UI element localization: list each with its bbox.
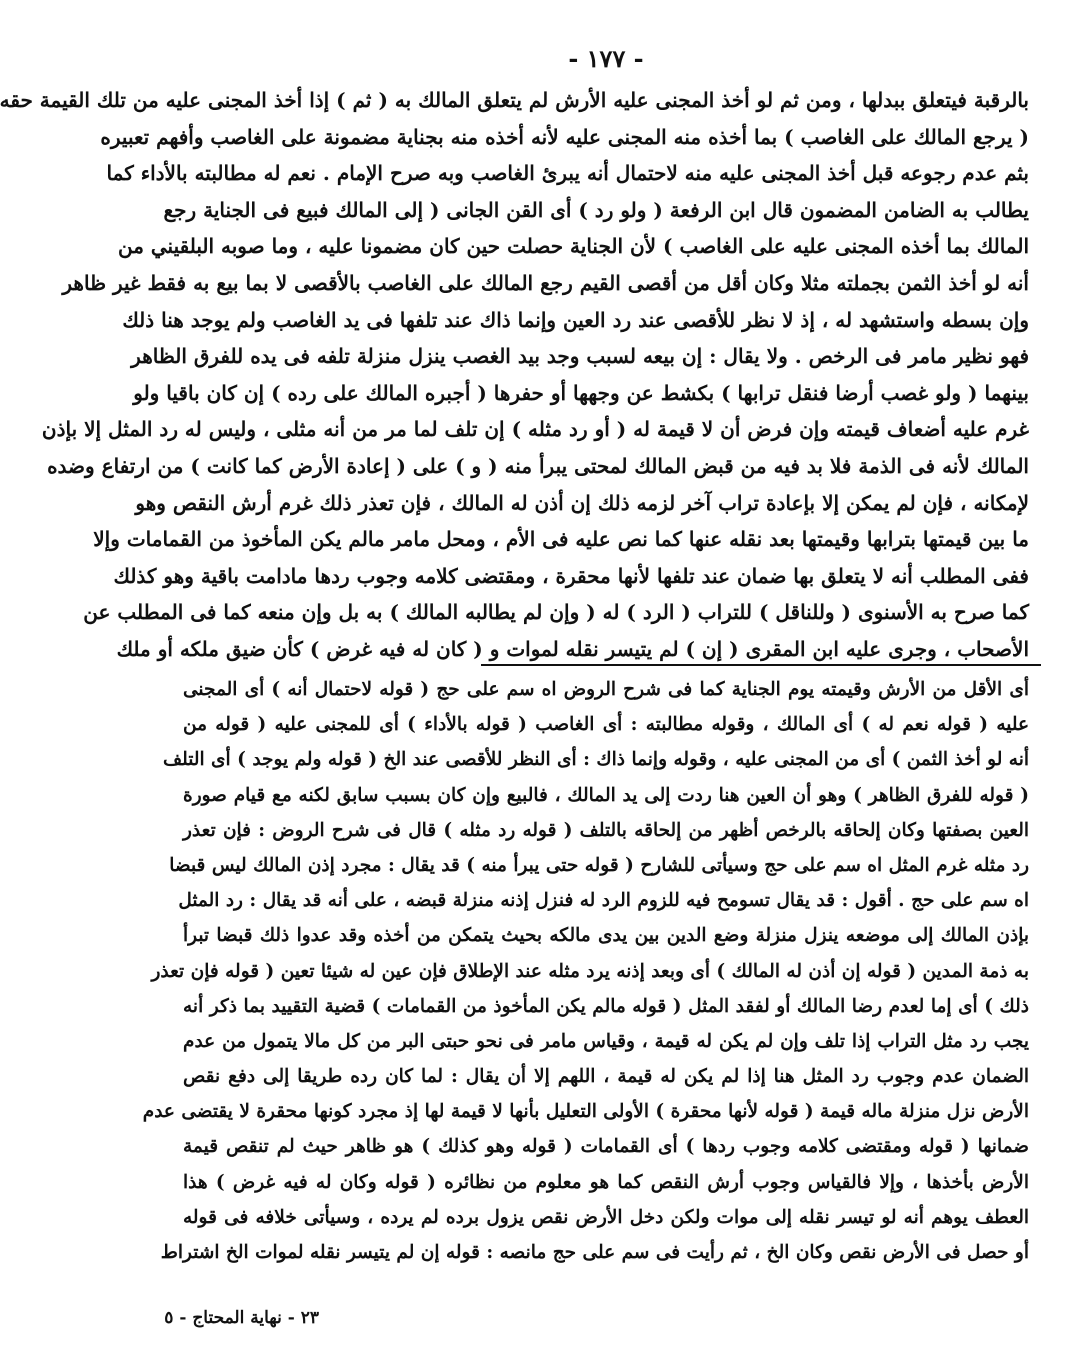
main-text-block: [0, 82, 1029, 668]
commentary-line: رد مثله غرم المثل اه سم على حج وسيأتى للشارح ( قوله حتى يبرأ منه ) قد يقال : مجرد إذن المالك ليس قبضا: [169, 854, 1029, 876]
page-number: - ١٧٧ -: [568, 44, 644, 73]
commentary-line: الأرض بأخذها ، وإلا فالقياس وجوب أرش النقص كما هو معلوم من نظائره ( قوله وكان له فيه غرض ) هذا: [183, 1171, 1029, 1193]
main-text-line: وإن بسطه واستشهد له ، إذ لا نظر للأقصى عند رد العين وإنما ذاك عند تلفها فى يد الغاصب ولم يوجد هنا ذلك: [122, 307, 1029, 332]
commentary-line: ذلك ) أى إما لعدم رضا المالك أو لفقد المثل ( قوله مالم يكن المأخوذ من القمامات ) قضية التقييد بما ذكر أنه: [183, 995, 1029, 1017]
commentary-line: أى الأقل من الأرش وقيمته يوم الجناية كما فى شرح الروض اه سم على حج ( قوله لاحتمال أنه ) أى المجنى: [183, 679, 1029, 700]
commentary-line: الأرض نزل منزلة ماله قيمة ( قوله لأنها محقرة ) الأولى التعليل بأنها لا قيمة لها إذ مجرد كونها محقرة لا يقتضى عدم: [142, 1101, 1029, 1123]
main-text-line: ( يرجع المالك على الغاصب ) بما أخذه منه المجنى عليه لأنه أخذه منه بجناية مضمونة على الغاصب وأفهم تعبيره: [100, 124, 1029, 149]
main-text-line: أنه لو أخذ الثمن بجملته مثلا وكان أقل من أقصى القيم رجع المالك على الغاصب بالأقصى لا بما بيع به فقط غير ظاهر: [62, 270, 1029, 295]
main-text-line: فهو نظير مامر فى الرخص . ولا يقال : إن بيعه لسبب وجد بيد الغصب ينزل منزلة تلفه فى يده للفرق الظاهر: [131, 344, 1029, 369]
commentary-line: أنه لو أخذ الثمن ) أى من المجنى عليه ، وقوله وإنما ذاك : أى النظر للأقصى عند الخ ( قوله ولم يوجد ) أى التلف: [162, 749, 1029, 771]
commentary-line: به ذمة المدين ( قوله إن أذن له المالك ) أى وبعد إذنه يرد مثله عند الإطلاق فإن عين له شيئا تعين ( قوله فإن تعذر: [151, 960, 1029, 982]
commentary-line: الضمان عدم وجوب رد المثل هنا إذا لم يكن له قيمة ، اللهم إلا أن يقال : لما كان رده طريقا إلى دفع نقص: [183, 1066, 1029, 1088]
main-text-line: لإمكانه ، فإن لم يمكن إلا بإعادة تراب آخر لزمه ذلك إن أذن له المالك ، فإن تعذر ذلك غرم أرش النقص وهو: [135, 490, 1029, 515]
commentary-line: ( قوله للفرق الظاهر ) وهو أن العين هنا ردت إلى يد المالك ، فالبيع وإن كان بسبب سابق لكنه مع قيام صورة: [183, 784, 1029, 806]
commentary-line: العطف يوهم أنه لو تيسر نقله إلى موات ولكن دخل الأرض نقص يزول برده لم يرده ، وسيأتى خلافه فى قوله: [183, 1206, 1029, 1228]
commentary-line: عليه ( قوله نعم له ) أى المالك ، وقوله مطالبته : أى الغاصب ( قوله بالأداء ) أى للمجنى عليه ( قوله من: [183, 714, 1029, 736]
commentary-line: بإذن المالك إلى موضعه ينزل منزلة وضع الدين بين يدى مالكه بحيث يتمكن من أخذه وقد عدوا ذلك قبضا تبرأ: [183, 925, 1029, 947]
main-text-line: المالك لأنه فى الذمة فلا بد فيه من قبض المالك لمحتى يبرأ منه ( و ) على ( إعادة الأرض كما كانت ) من ارتفاع وضده: [47, 453, 1029, 478]
main-text-line: يطالب به الضامن المضمون قال ابن الرفعة ( ولو رد ) أى القن الجانى ( إلى المالك فبيع فى الجناية رجع: [163, 197, 1029, 222]
main-text-line: بالرقبة فيتعلق ببدلها ، ومن ثم لو أخذ المجنى عليه الأرش لم يتعلق المالك به ( ثم ) إذا أخذ المجنى عليه من تلك القيمة حقه: [0, 88, 1029, 112]
main-text-line: ففى المطلب أنه لا يتعلق بها ضمان عند تلفها لأنها محقرة ، ومقتضى كلامه وجوب ردها مادامت باقية وهو كذلك: [113, 563, 1029, 588]
commentary-line: العين بصفتها وكان إلحاقه بالرخص أظهر من إلحاقه بالتلف ( قوله رد مثله ) قال فى شرح الروض : فإن تعذر: [183, 819, 1029, 841]
commentary-line: ضمانها ( قوله ومقتضى كلامه وجوب ردها ) أى القمامات ( قوله وهو كذلك ) هو ظاهر حيث لم تنقص قيمة: [183, 1136, 1029, 1158]
commentary-line: اه سم على حج . أقول : قد يقال تسومح فيه للزوم الرد له فنزل إذنه منزلة قبضه ، على أنه قد يقال : رد المثل: [178, 890, 1029, 912]
commentary-line: أو حصل فى الأرض نقص وكان الخ ، ثم رأيت فى سم على حج مانصه : قوله إن لم يتيسر نقله لموات الخ اشتراط: [160, 1242, 1029, 1263]
commentary-line: يجب رد مثل التراب إذا تلف وإن لم يكن له قيمة ، وقياس مامر فى نحو حبتى البر من كل مالا يتمول من عدم: [183, 1030, 1029, 1052]
main-text-line: بينهما ( ولو غصب أرضا فنقل ترابها ) بكشط عن وجهها أو حفرها ( أجبره المالك على رده ) إن كان باقيا ولو: [133, 380, 1029, 405]
main-text-line: الأصحاب ، وجرى عليه ابن المقرى ( إن ) لم يتيسر نقله لموات و ( كان له فيه غرض ) كأن ضيق ملكه أو ملك: [116, 636, 1029, 661]
footnote-divider: [481, 664, 1041, 666]
main-text-line: المالك بما أخذه المجنى عليه على الغاصب ) لأن الجناية حصلت حين كان مضمونا عليه ، وما صوبه البلقيني من: [117, 234, 1029, 259]
main-text-line: بثم عدم رجوعه قبل أخذ المجنى عليه منه لاحتمال أنه يبرئ الغاصب وبه صرح الإمام . نعم له مطالبته بالأداء كما: [106, 161, 1029, 186]
commentary-block: [142, 672, 1029, 1270]
main-text-line: كما صرح به الأسنوى ( وللناقل ) للتراب ( الرد ) له ( وإن لم يطالبه المالك ) به بل وإن منعه كما فى المطلب عن: [83, 600, 1029, 625]
main-text-line: ما بين قيمتها بترابها وقيمتها بعد نقله عنها كما نص عليه فى الأم ، ومحل مامر مالم يكن المأخوذ من القمامات وإلا: [93, 527, 1029, 552]
main-text-line: غرم عليه أضعاف قيمته وإن فرض أن لا قيمة له ( أو رد مثله ) إن تلف لما مر من أنه مثلى ، وليس له رد المثل إلا بإذن: [41, 417, 1029, 442]
printer-signature: ٢٣ - نهاية المحتاج - ٥: [164, 1308, 319, 1328]
